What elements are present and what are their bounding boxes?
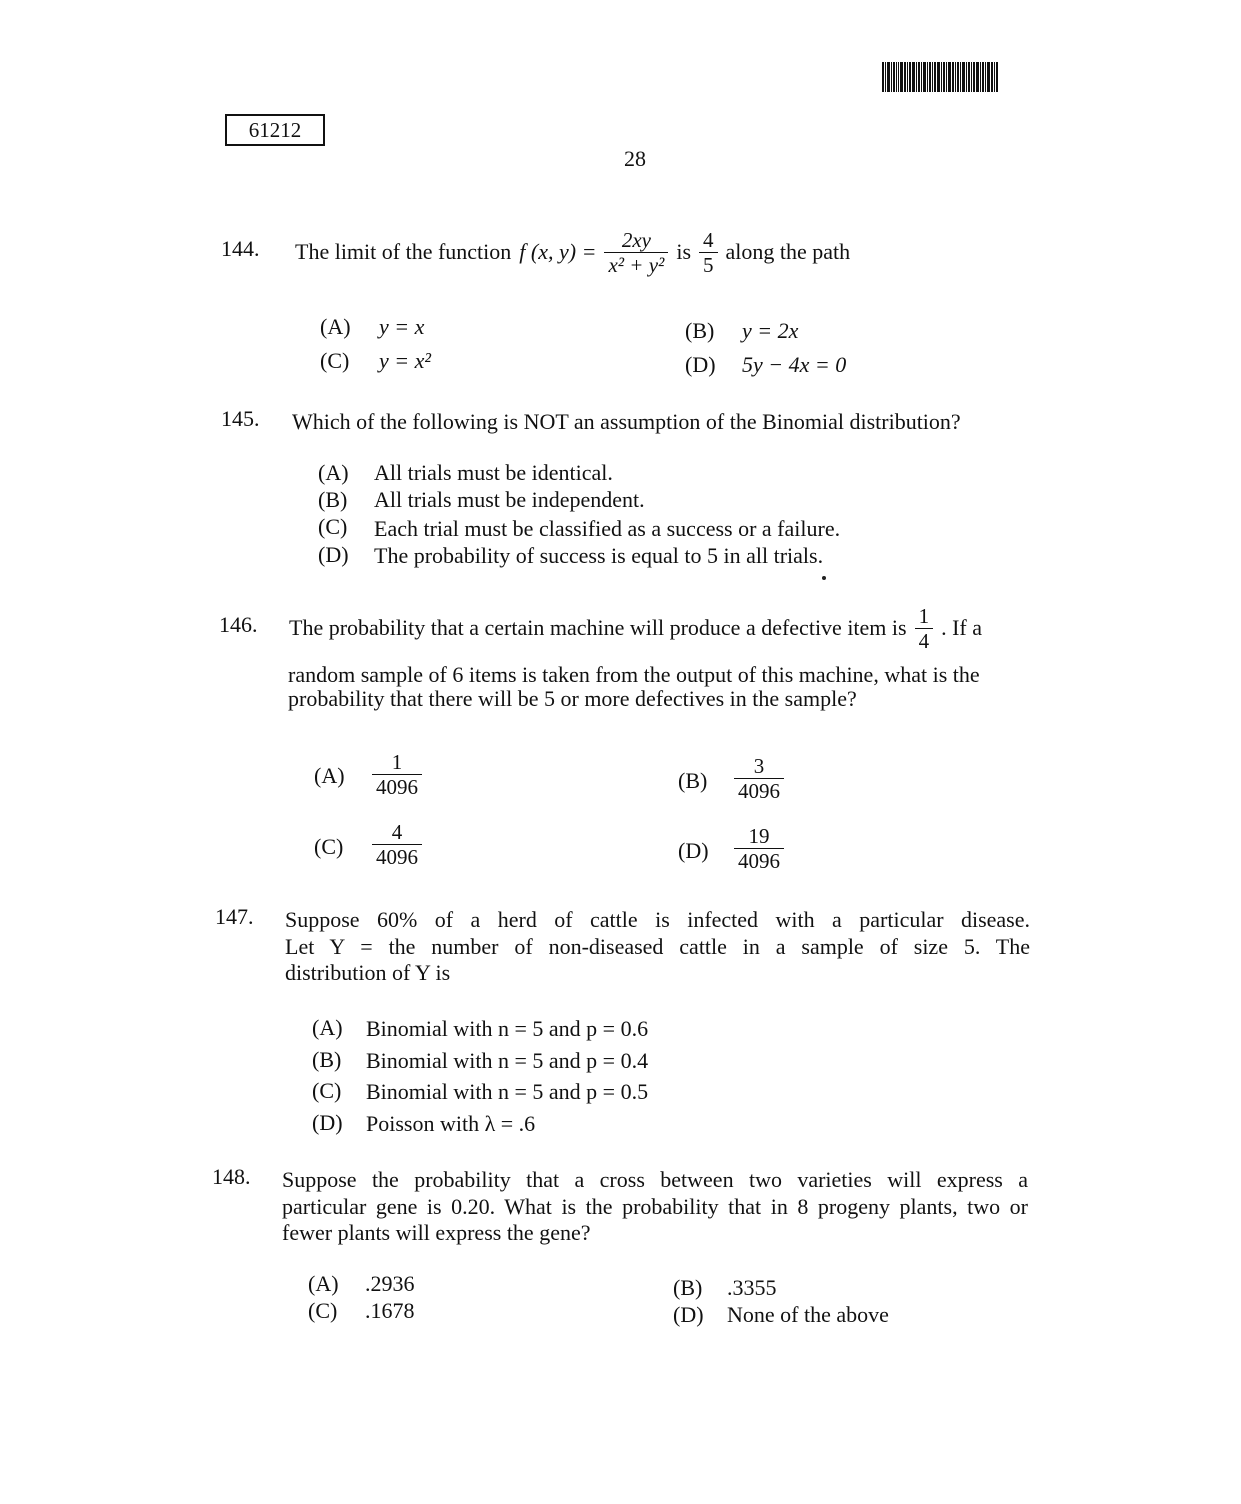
fraction-denominator: x² + y²	[608, 252, 665, 277]
question-stem-line3: probability that there will be 5 or more defectives in the sample?	[288, 686, 857, 711]
option-letter: (D)	[678, 838, 709, 863]
function-fraction	[604, 228, 668, 277]
option-letter: (A)	[318, 460, 349, 485]
option-letter: (B)	[678, 768, 708, 793]
option-text: .1678	[365, 1298, 415, 1323]
option-letter: (C)	[320, 348, 350, 373]
option-letter: (B)	[673, 1275, 703, 1300]
page-number: 28	[624, 146, 646, 171]
option-letter: (A)	[308, 1271, 339, 1296]
question-number: 146.	[219, 612, 258, 637]
option-text: All trials must be independent.	[374, 487, 645, 512]
question-number: 147.	[215, 904, 254, 929]
option-letter: (D)	[312, 1110, 343, 1135]
paper-code-box: 61212	[225, 114, 325, 146]
question-number: 148.	[212, 1164, 251, 1189]
fraction-numerator: 1	[915, 604, 934, 629]
question-stem: Which of the following is NOT an assumption of the Binomial distribution?	[292, 409, 961, 434]
option-fraction	[734, 754, 784, 803]
fraction-denominator: 4096	[738, 779, 780, 803]
option-letter: (B)	[318, 487, 348, 512]
option-text: .3355	[727, 1275, 777, 1300]
question-stem-line3: fewer plants will express the gene?	[282, 1220, 591, 1245]
fraction-numerator: 3	[734, 754, 784, 779]
option-letter: (A)	[320, 314, 351, 339]
fraction-numerator: 2xy	[604, 228, 668, 253]
option-letter: (C)	[314, 834, 344, 859]
question-stem-line1	[289, 598, 982, 658]
option-fraction	[372, 750, 422, 799]
option-letter: (B)	[312, 1047, 342, 1072]
question-stem-line2: random sample of 6 items is taken from the output of this machine, what is the	[288, 662, 980, 687]
option-text: .2936	[365, 1271, 415, 1296]
option-letter: (B)	[685, 318, 715, 343]
stem-text: is	[676, 239, 692, 264]
question-stem-line2: particular gene is 0.20. What is the probability that in 8 progeny plants, two or	[282, 1194, 1028, 1219]
question-stem	[295, 224, 850, 280]
fraction-numerator: 4	[699, 228, 718, 253]
option-text: 5y − 4x = 0	[742, 352, 847, 377]
question-stem-line1: Suppose 60% of a herd of cattle is infected with a particular disease.	[285, 907, 1030, 932]
stem-text: The probability that a certain machine will produce a defective item is	[289, 615, 907, 640]
option-text: y = 2x	[742, 318, 799, 343]
option-letter: (D)	[673, 1302, 704, 1327]
fraction-numerator: 19	[734, 824, 784, 849]
option-letter: (A)	[312, 1015, 343, 1040]
option-letter: (D)	[685, 352, 716, 377]
question-stem-line2: Let Y = the number of non-diseased cattle in a sample of size 5. The	[285, 934, 1030, 959]
option-text: Binomial with n = 5 and p = 0.4	[366, 1048, 649, 1073]
option-text: Poisson with λ = .6	[366, 1111, 536, 1136]
option-text: None of the above	[727, 1302, 889, 1327]
fraction-denominator: 5	[703, 252, 714, 277]
stem-text: along the path	[725, 239, 851, 264]
option-letter: (C)	[312, 1078, 342, 1103]
option-fraction	[372, 820, 422, 869]
stem-text: The limit of the function	[295, 239, 512, 264]
fraction-denominator: 4096	[376, 775, 418, 799]
question-stem-line3: distribution of Y is	[285, 960, 451, 985]
option-text: y = x²	[379, 348, 431, 373]
scan-speck	[822, 576, 826, 580]
fraction-numerator: 4	[372, 820, 422, 845]
option-text: y = x	[379, 314, 425, 339]
fraction-numerator: 1	[372, 750, 422, 775]
limit-fraction	[699, 228, 718, 277]
barcode-image	[882, 62, 1034, 92]
option-text: Binomial with n = 5 and p = 0.6	[366, 1016, 649, 1041]
question-number: 144.	[221, 236, 260, 261]
option-text: All trials must be identical.	[374, 460, 613, 485]
question-number: 145.	[221, 406, 260, 431]
option-letter: (C)	[308, 1298, 338, 1323]
probability-fraction	[915, 604, 934, 653]
question-stem-line1: Suppose the probability that a cross between two varieties will express a	[282, 1167, 1028, 1192]
option-letter: (C)	[318, 514, 348, 539]
stem-text: . If a	[941, 615, 983, 640]
fraction-denominator: 4096	[738, 849, 780, 873]
option-letter: (D)	[318, 542, 349, 567]
fraction-denominator: 4	[918, 628, 930, 653]
option-letter: (A)	[314, 763, 345, 788]
option-text: The probability of success is equal to 5 in all trials.	[374, 543, 824, 568]
fraction-denominator: 4096	[376, 845, 418, 869]
option-fraction	[734, 824, 784, 873]
function-lhs: f (x, y) =	[519, 239, 597, 264]
option-text: Binomial with n = 5 and p = 0.5	[366, 1079, 649, 1104]
option-text: Each trial must be classified as a success or a failure.	[374, 516, 841, 541]
